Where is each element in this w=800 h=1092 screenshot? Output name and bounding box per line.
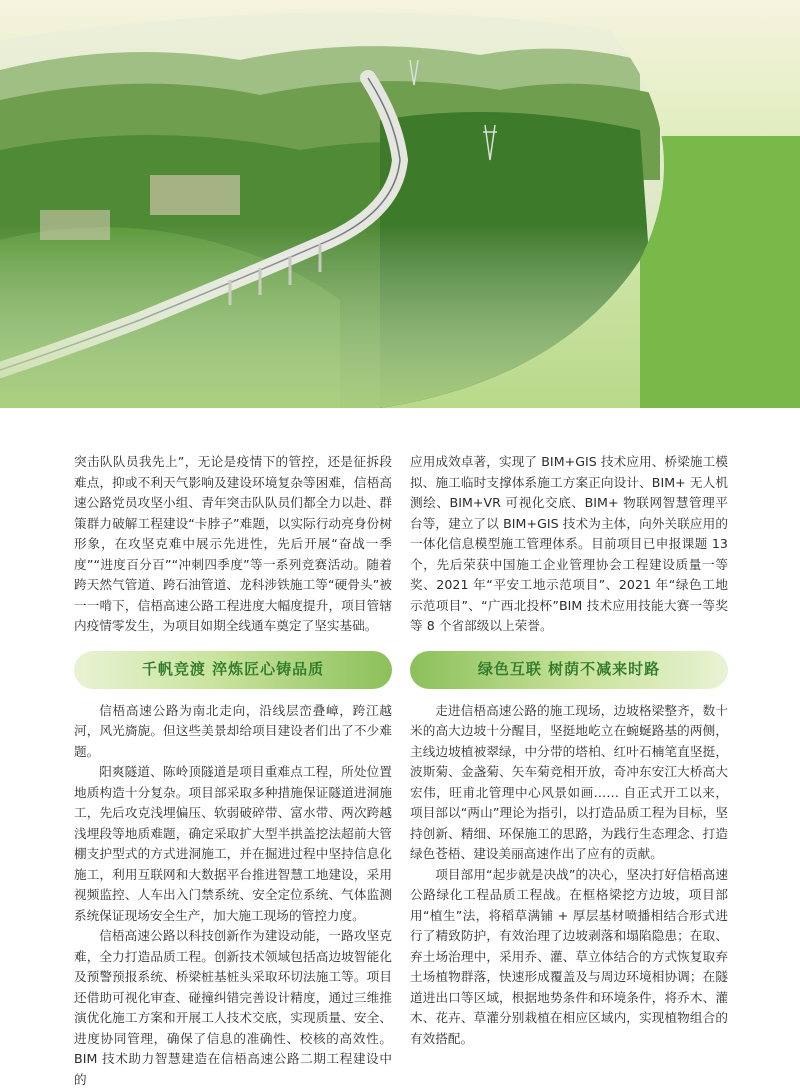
paragraph: 走进信梧高速公路的施工现场，边坡格梁整齐，数十米的高大边坡十分醒目，坚挺地屹立在蜿蜒路基的两侧，主线边坡植被翠绿，中分带的塔柏、红叶石楠笔直坚挺，波斯菊、金盏菊、矢车菊竞相开放，奇冲东安江大桥高大宏伟，旺甫北管理中心风景如画…… 自正式开工以来，项目部以“两山”理论为指引，以打造品质工程为目标，坚持创新、精细、环保施工的思路，为践行生态理念、打造绿色苍梧、建设美丽高速作出了应有的贡献。: [410, 702, 728, 861]
section-heading-green: [410, 651, 728, 689]
paragraph: 突击队队员我先上”，无论是疫情下的管控，还是征拆段难点，抑或不利天气影响及建设环境复杂等困难，信梧高速公路党员攻坚小组、青年突击队队员们都全力以赴、群策群力破解工程建设“卡脖子”难题，以实际行动亮身份树形象，在攻坚克难中展示先进性，先后开展“奋战一季度”“进度百分百”“冲刺四季度”等一系列竞赛活动。随着跨天然气管道、跨石油管道、龙科涉铁施工等“硬骨头”被一一啃下，信梧高速公路工程进度大幅度提升，项目管辖内疫情零发生，为项目如期全线通车奠定了坚实基础。: [74, 454, 392, 633]
right-column: [410, 452, 728, 1049]
paragraph: 信梧高速公路以科技创新作为建设动能，一路攻坚克难，全力打造品质工程。创新技术领域包括高边坡智能化及预警预报系统、桥梁桩基桩头采取环切法施工等。项目还借助可视化审查、碰撞纠错完善设计精度，通过三维推演优化施工方案和开展工人技术交底，实现质量、安全、进度协同管理，确保了信息的准确性、校核的高效性。BIM 技术助力智慧建造在信梧高速公路二期工程建设中的: [74, 928, 392, 1087]
left-column: [74, 452, 392, 1090]
paragraph: 应用成效卓著，实现了 BIM+GIS 技术应用、桥梁施工模拟、施工临时支撑体系施工方案正向设计、BIM+ 无人机测绘、BIM+VR 可视化交底、BIM+ 物联网智慧管理平台等，建立了以 BIM+GIS 技术为主体，向外关联应用的一体化信息模型施工管理体系。目前项目已申报课题 13 个，先后荣获中国施工企业管理协会工程建设质量一等奖、2021 年“平安工地示范项目”、2021 年“绿色工地示范项目”、“广西北投杯”BIM 技术应用技能大赛一等奖等 8 个省部级以上荣誉。: [410, 454, 728, 633]
paragraph: 信梧高速公路为南北走向，沿线层峦叠嶂，跨江越河，风光旖旎。但这些美景却给项目建设者们出了不少难题。: [74, 702, 392, 759]
hero-photo-band: [0, 0, 800, 408]
section-title: 千帆竞渡 淬炼匠心铸品质: [141, 660, 325, 679]
paragraph: 阳爽隧道、陈岭顶隧道是项目重难点工程，所处位置地质构造十分复杂。项目部采取多种措施保证隧道进洞施工，先后攻克浅埋偏压、软弱破碎带、富水带、两次跨越浅埋段等地质难题，确定采取扩大型半拱盖挖法超前大管棚支护型式的方式进洞施工，并在掘进过程中坚持信息化施工，利用互联网和大数据平台推进智慧工地建设，采用视频监控、人车出入门禁系统、安全定位系统、气体监测系统保证现场安全生产，加大施工现场的管控力度。: [74, 764, 392, 923]
paragraph: 项目部用“起步就是决战”的决心，坚决打好信梧高速公路绿化工程品质工程战。在框格梁挖方边坡，项目部用“植生”法，将稻草满铺 + 厚层基材喷播相结合形式进行了精致防护，有效治理了边坡剥落和塌陷隐患；在取、弃土场治理中，采用乔、灌、草立体结合的方式恢复取弃土场植物群落，快速形成覆盖及与周边环境相协调；在隧道进出口等区域，根据地势条件和环境条件，将乔木、灌木、花卉、草灌分别栽植在相应区域内，实现植物组合的有效搭配。: [410, 866, 728, 1046]
aerial-highway-photo: [0, 0, 800, 408]
section-title: 绿色互联 树荫不减来时路: [477, 660, 661, 679]
section-heading-quality: [74, 651, 392, 689]
